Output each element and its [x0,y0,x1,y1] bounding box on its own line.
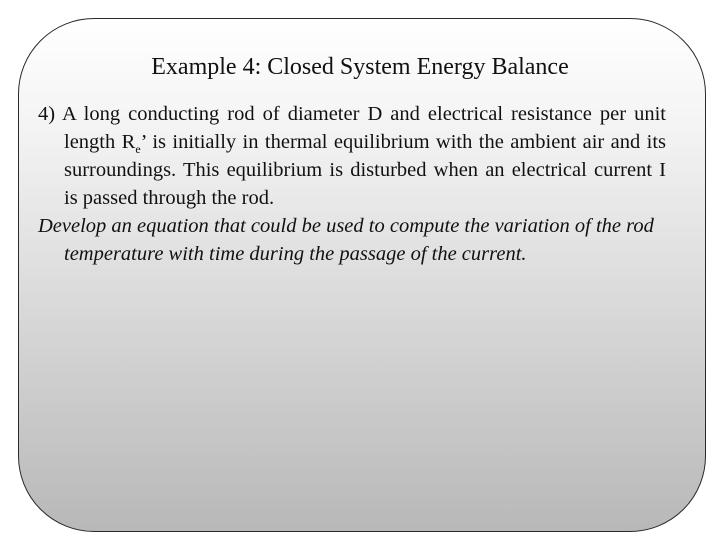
problem-statement [38,100,666,212]
problem-text-part1: 4) A long conducting rod of diameter D and electrical resistance per unit length R [38,103,666,153]
problem-text-part2: ’ is initially in thermal equilibrium with the ambient air and its surroundings. This equilibrium is disturbed when an electrical current I is passed through the rod. [64,131,666,209]
slide-title: Example 4: Closed System Energy Balance [151,54,569,80]
question-statement: Develop an equation that could be used to compute the variation of the rod temperature with time during the passage of the current. [38,215,654,265]
problem-subscript: e [135,142,141,156]
slide-body [38,100,666,268]
rounded-content-panel [18,18,706,532]
